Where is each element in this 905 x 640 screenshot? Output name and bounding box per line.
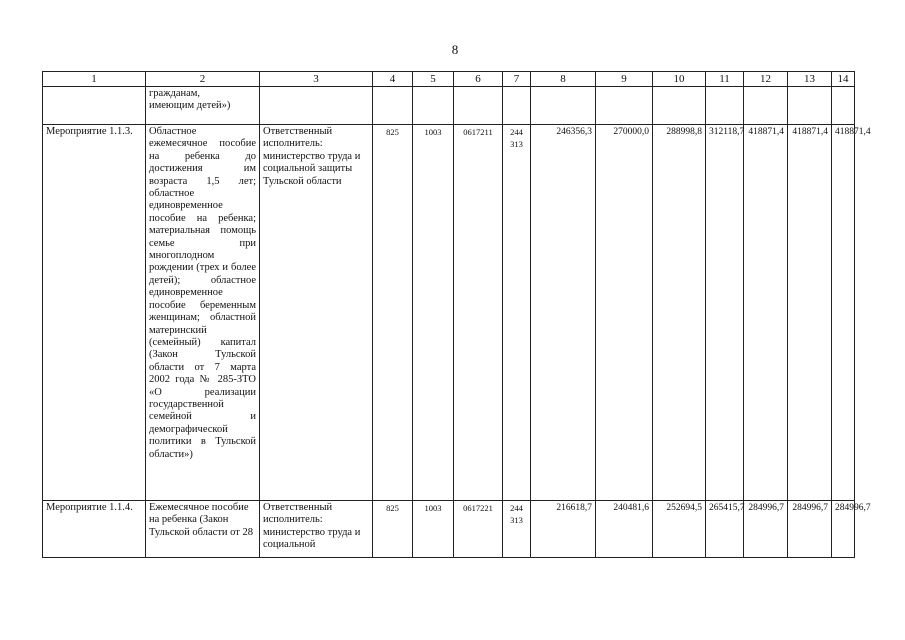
rz-pr-code: 1003 xyxy=(413,125,454,501)
value-cell: 284996,7 xyxy=(788,501,832,558)
empty-cell xyxy=(653,87,706,125)
grbs-code: 825 xyxy=(373,125,413,501)
empty-cell xyxy=(706,87,744,125)
empty-cell xyxy=(832,87,855,125)
value-cell: 288998,8 xyxy=(653,125,706,501)
empty-cell xyxy=(503,87,531,125)
column-header-row xyxy=(43,72,855,87)
empty-cell xyxy=(744,87,788,125)
value-cell: 284996,7 xyxy=(832,501,855,558)
value-cell: 252694,5 xyxy=(653,501,706,558)
column-header: 5 xyxy=(413,72,454,87)
value-cell: 284996,7 xyxy=(744,501,788,558)
column-header: 4 xyxy=(373,72,413,87)
empty-cell xyxy=(43,87,146,125)
column-header: 2 xyxy=(146,72,260,87)
table-row xyxy=(43,501,855,558)
measure-description: Ежемесячное пособие на ребенка (Закон Тульской области от 28 xyxy=(146,501,260,558)
budget-table xyxy=(42,71,871,558)
vr-code: 244 313 xyxy=(503,125,531,501)
continued-description: гражданам, имеющим детей») xyxy=(146,87,260,125)
empty-cell xyxy=(454,87,503,125)
column-header: 10 xyxy=(653,72,706,87)
value-cell: 240481,6 xyxy=(596,501,653,558)
column-header: 6 xyxy=(454,72,503,87)
empty-cell xyxy=(788,87,832,125)
value-cell: 418871,4 xyxy=(788,125,832,501)
measure-name: Мероприятие 1.1.3. xyxy=(43,125,146,501)
csr-code: 0617221 xyxy=(454,501,503,558)
rz-pr-code: 1003 xyxy=(413,501,454,558)
measure-description: Областное ежемесячное пособие на ребенка до достижения им возраста 1,5 лет; областное единовременное пособие на ребенка; материальная помощь семье при многоплодном рождении (трех и более детей); областное единовременное пособие беременным женщинам; областной материнский (семейный) капитал (Закон Тульской области от 7 марта 2002 года № 285-ЗТО «О реализации государственной семейной и демографической политики в Тульской области») xyxy=(146,125,260,501)
column-header: 14 xyxy=(832,72,855,87)
grbs-code: 825 xyxy=(373,501,413,558)
value-cell: 270000,0 xyxy=(596,125,653,501)
value-cell: 246356,3 xyxy=(531,125,596,501)
value-cell: 216618,7 xyxy=(531,501,596,558)
measure-executor: Ответственный исполнитель: министерство труда и социальной xyxy=(260,501,373,558)
empty-cell xyxy=(260,87,373,125)
page-number: 8 xyxy=(451,42,459,57)
value-cell: 418871,4 xyxy=(744,125,788,501)
empty-cell xyxy=(373,87,413,125)
value-cell: 265415,7 xyxy=(706,501,744,558)
vr-code: 244 313 xyxy=(503,501,531,558)
empty-cell xyxy=(413,87,454,125)
column-header: 8 xyxy=(531,72,596,87)
measure-name: Мероприятие 1.1.4. xyxy=(43,501,146,558)
measure-executor: Ответственный исполнитель: министерство труда и социальной защиты Тульской области xyxy=(260,125,373,501)
column-header: 7 xyxy=(503,72,531,87)
csr-code: 0617211 xyxy=(454,125,503,501)
empty-cell xyxy=(531,87,596,125)
column-header: 13 xyxy=(788,72,832,87)
continuation-row xyxy=(43,87,855,125)
empty-cell xyxy=(596,87,653,125)
column-header: 12 xyxy=(744,72,788,87)
column-header: 3 xyxy=(260,72,373,87)
value-cell: 418871,4 xyxy=(832,125,855,501)
column-header: 11 xyxy=(706,72,744,87)
column-header: 9 xyxy=(596,72,653,87)
table-row xyxy=(43,125,855,501)
value-cell: 312118,7 xyxy=(706,125,744,501)
column-header: 1 xyxy=(43,72,146,87)
